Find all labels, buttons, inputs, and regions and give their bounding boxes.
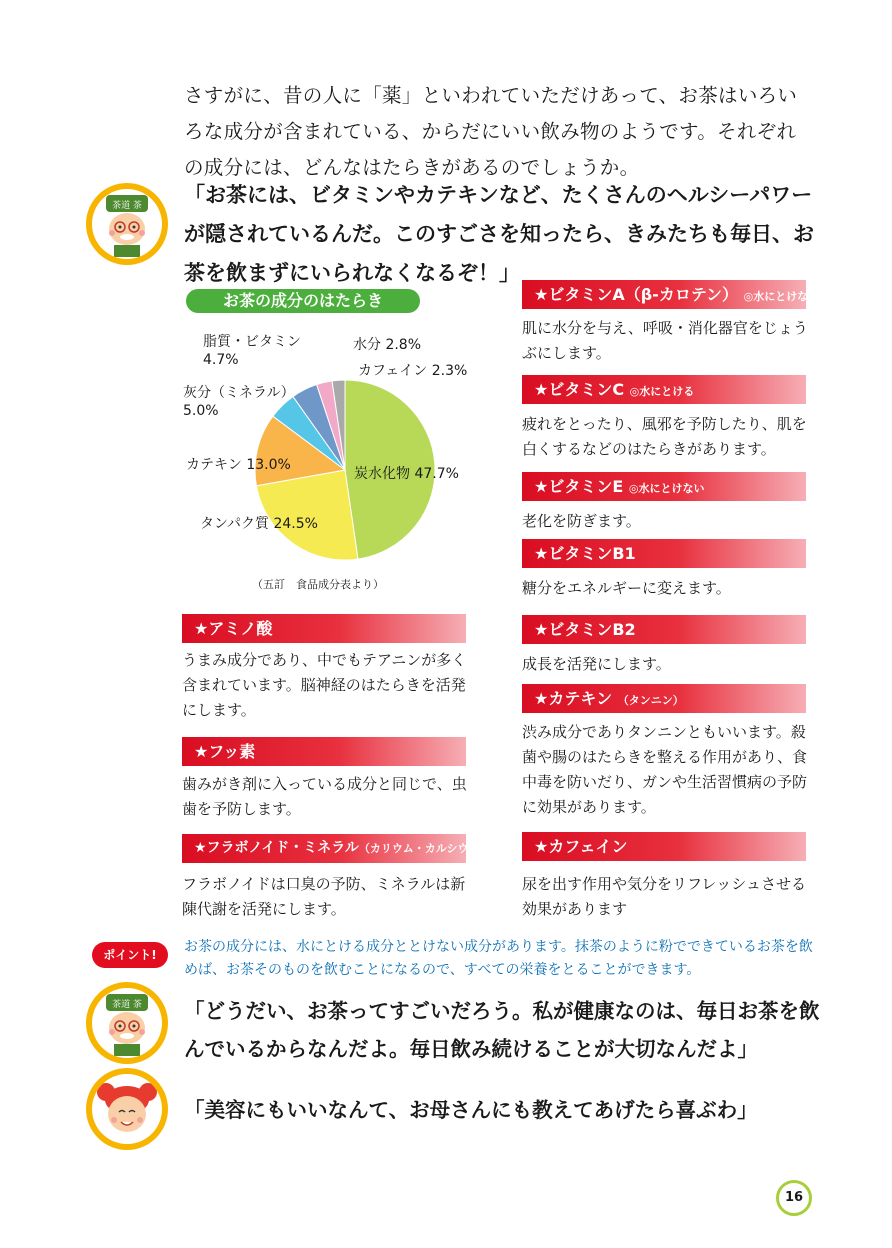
label-carbohydrate — [354, 465, 459, 483]
label-caffeine-name: カフェイン — [358, 363, 428, 379]
grandpa-face-icon — [92, 189, 162, 259]
label-water — [353, 336, 421, 354]
header-vitamin-e-title: ★ビタミンE — [534, 477, 624, 496]
chart-title: お茶の成分のはたらき — [186, 289, 420, 313]
point-text: お茶の成分には、水にとける成分ととけない成分があります。抹茶のように粉でできているお茶を飲めば、お茶そのものを飲むことになるので、すべての栄養をとることができます。 — [184, 939, 813, 978]
header-caffeine-title: ★カフェイン — [534, 837, 628, 856]
header-fluorine-title: ★フッ素 — [194, 742, 256, 761]
hat-label: 茶道 茶 — [112, 1000, 142, 1010]
header-vitamin-b2 — [522, 615, 806, 644]
page-number: 16 — [776, 1180, 812, 1216]
label-carbohydrate-name: 炭水化物 — [354, 466, 410, 482]
label-water-name: 水分 — [353, 337, 381, 353]
header-vitamin-b1-title: ★ビタミンB1 — [534, 544, 636, 563]
label-water-value: 2.8% — [385, 337, 422, 353]
text-catechin: 渋み成分でありタンニンともいいます。殺菌や腸のはたらきを整える作用があり、食中毒を防いだり、ガンや生活習慣病の予防に効果があります。 — [522, 723, 808, 816]
header-vitamin-b2-title: ★ビタミンB2 — [534, 620, 636, 639]
header-fluorine — [182, 737, 466, 766]
text-caffeine: 尿を出す作用や気分をリフレッシュさせる効果があります — [522, 875, 806, 918]
header-amino-acid-title: ★アミノ酸 — [194, 619, 273, 638]
text-amino-acid: うまみ成分であり、中でもテアニンが多く含まれています。脳神経のはたらきを活発にします。 — [182, 651, 467, 719]
header-vitamin-c — [522, 375, 806, 404]
header-catechin-title: ★カテキン — [534, 689, 613, 708]
intro-paragraph: さすがに、昔の人に「薬」といわれていただけあって、お茶はいろいろな成分が含まれている、からだにいい飲み物のようです。それぞれの成分には、どんなはたらきがあるのでしょうか。 — [184, 84, 798, 179]
label-lipid-vitamin-value: 4.7% — [203, 352, 239, 368]
header-vitamin-e — [522, 472, 806, 501]
label-caffeine — [358, 362, 467, 380]
girl-quote: 「美容にもいいなんて、お母さんにも教えてあげたら喜ぶわ」 — [184, 1098, 758, 1122]
header-flavonoid-mineral-note: （カリウム・カルシウムなど） — [358, 842, 513, 855]
label-caffeine-value: 2.3% — [431, 363, 468, 379]
header-caffeine — [522, 832, 806, 861]
header-catechin — [522, 684, 806, 713]
grandpa-face-icon — [92, 988, 162, 1058]
label-protein-value: 24.5% — [273, 516, 318, 532]
header-catechin-note: （タンニン） — [617, 694, 684, 707]
label-ash-value: 5.0% — [183, 403, 219, 419]
text-flavonoid-mineral: フラボノイドは口臭の予防、ミネラルは新陳代謝を活発にします。 — [182, 875, 466, 918]
header-vitamin-a-note: ◎水にとけない — [743, 290, 820, 303]
header-vitamin-e-note: ◎水にとけない — [628, 482, 705, 495]
label-ash-name: 灰分（ミネラル） — [183, 385, 295, 401]
text-vitamin-c: 疲れをとったり、風邪を予防したり、肌を白くするなどのはたらきがあります。 — [522, 415, 807, 458]
label-catechin-value: 13.0% — [246, 457, 291, 473]
grandpa-avatar-2 — [86, 982, 168, 1064]
label-protein-name: タンパク質 — [200, 516, 270, 532]
text-vitamin-b1: 糖分をエネルギーに変えます。 — [522, 579, 731, 597]
label-lipid-vitamin — [203, 333, 323, 369]
label-protein — [200, 515, 318, 533]
label-catechin-name: カテキン — [186, 457, 242, 473]
header-flavonoid-mineral-title: ★フラボノイド・ミネラル — [194, 840, 359, 856]
text-vitamin-a: 肌に水分を与え、呼吸・消化器官をじょうぶにします。 — [522, 319, 808, 362]
header-amino-acid — [182, 614, 466, 643]
girl-face-icon — [92, 1074, 162, 1144]
header-vitamin-a — [522, 280, 820, 309]
grandpa-avatar — [86, 183, 168, 265]
label-carbohydrate-value: 47.7% — [414, 466, 459, 482]
header-flavonoid-mineral — [182, 834, 513, 863]
label-ash — [183, 384, 303, 420]
text-vitamin-b2: 成長を活発にします。 — [522, 655, 671, 673]
chart-source: （五訂 食品成分表より） — [252, 578, 384, 591]
label-catechin — [186, 456, 291, 474]
header-vitamin-c-note: ◎水にとける — [629, 385, 695, 398]
header-vitamin-c-title: ★ビタミンC — [534, 380, 625, 399]
grandpa-quote-1: 「お茶には、ビタミンやカテキンなど、たくさんのヘルシーパワーが隠されているんだ。このすごさを知ったら、きみたちも毎日、お茶を飲まずにいられなくなるぞ！」 — [184, 183, 814, 285]
header-vitamin-b1 — [522, 539, 806, 568]
text-fluorine: 歯みがき剤に入っている成分と同じで、虫歯を予防します。 — [182, 775, 467, 818]
header-vitamin-a-title: ★ビタミンA（β-カロテン） — [534, 285, 739, 304]
grandpa-quote-2: 「どうだい、お茶ってすごいだろう。私が健康なのは、毎日お茶を飲んでいるからなんだよ。毎日飲み続けることが大切なんだよ」 — [184, 999, 820, 1061]
hat-label: 茶道 茶 — [112, 201, 142, 211]
girl-avatar — [86, 1068, 168, 1150]
text-vitamin-e: 老化を防ぎます。 — [522, 512, 641, 530]
point-badge: ポイント! — [92, 942, 168, 968]
label-lipid-vitamin-name: 脂質・ビタミン — [203, 334, 301, 350]
